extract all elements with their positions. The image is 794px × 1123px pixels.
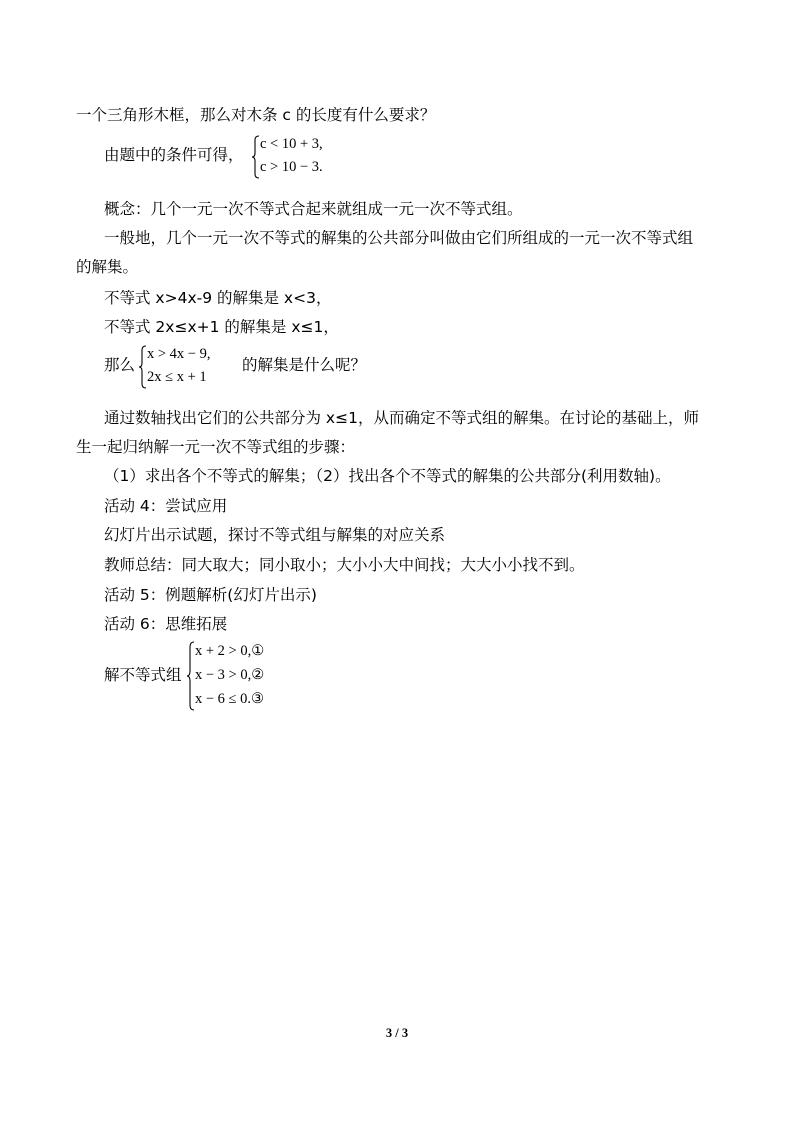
paragraph-condition-prefix: 由题中的条件可得，: [104, 146, 244, 164]
paragraph-numberline-line2: 生一起归纳解一元一次不等式组的步骤：: [76, 438, 356, 456]
system-row: x − 3 > 0,②: [195, 667, 265, 683]
paragraph-inequality-1: 不等式 x>4x-9 的解集是 x<3，: [104, 289, 332, 307]
system-row: c < 10 + 3,: [260, 136, 323, 152]
paragraph-inequality-2: 不等式 2x≤x+1 的解集是 x≤1，: [104, 318, 339, 336]
paragraph-definition-line1: 一般地，几个一元一次不等式的解集的公共部分叫做由它们所组成的一元一次不等式组: [104, 229, 694, 247]
paragraph-steps: （1）求出各个不等式的解集；（2）找出各个不等式的解集的公共部分(利用数轴)。: [104, 467, 671, 485]
paragraph-then-suffix: 的解集是什么呢？: [242, 356, 367, 374]
page-number: 3 / 3: [385, 1026, 409, 1040]
inequality-system-1: [251, 134, 371, 180]
system-row: 2x ≤ x + 1: [147, 369, 207, 385]
paragraph-numberline-line1: 通过数轴找出它们的公共部分为 x≤1，从而确定不等式组的解集。在讨论的基础上，师: [104, 409, 699, 427]
system-row: x > 4x − 9,: [147, 346, 211, 362]
system-row: c > 10 − 3.: [260, 159, 323, 175]
paragraph-concept: 概念：几个一元一次不等式合起来就组成一元一次不等式组。: [104, 200, 523, 218]
paragraph-definition-line2: 的解集。: [76, 258, 139, 276]
paragraph-solve-prefix: 解不等式组: [104, 666, 182, 684]
paragraph-triangle-question: 一个三角形木框，那么对木条 c 的长度有什么要求？: [76, 106, 436, 124]
system-row: x − 6 ≤ 0.③: [195, 691, 265, 707]
paragraph-teacher-summary: 教师总结：同大取大；同小取小；大小小大中间找；大大小小找不到。: [104, 556, 585, 574]
paragraph-slides: 幻灯片出示试题，探讨不等式组与解集的对应关系: [104, 526, 446, 544]
heading-activity-4: 活动 4：尝试应用: [104, 497, 228, 515]
paragraph-then-prefix: 那么: [104, 356, 136, 374]
heading-activity-6: 活动 6：思维拓展: [104, 615, 228, 633]
inequality-system-2: [138, 344, 248, 390]
system-row: x + 2 > 0,①: [195, 643, 265, 659]
heading-activity-5: 活动 5：例题解析(幻灯片出示): [104, 586, 317, 604]
inequality-system-3: [186, 640, 306, 712]
